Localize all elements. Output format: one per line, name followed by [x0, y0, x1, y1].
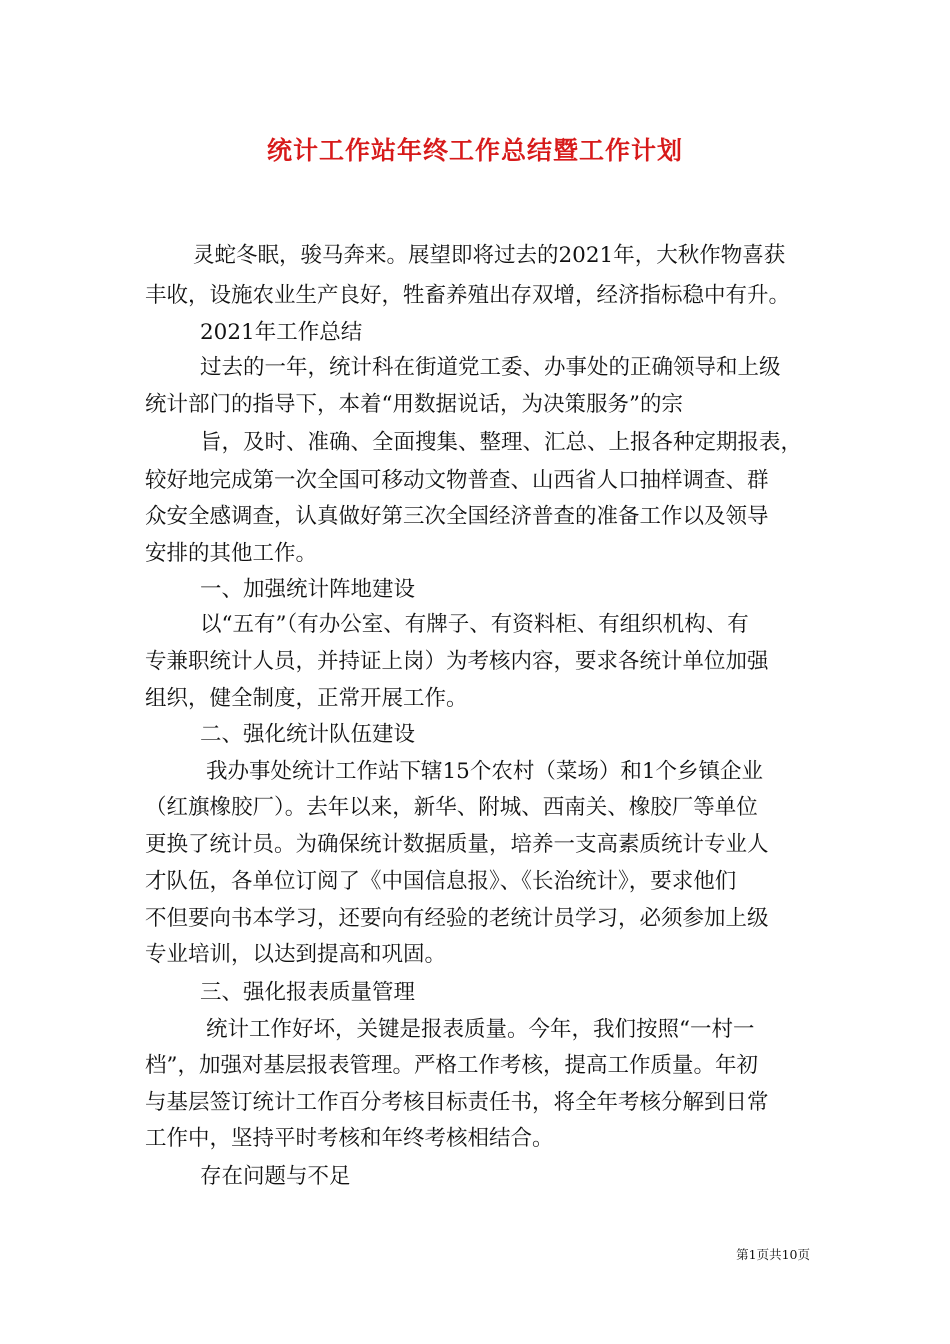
- paragraph-line: 较好地完成第一次全国可移动文物普查、山西省人口抽样调查、群: [145, 468, 769, 493]
- paragraph-line: 丰收，设施农业生产良好，牲畜养殖出存双增，经济指标稳中有升。: [145, 283, 791, 308]
- paragraph-line: 不但要向书本学习，还要向有经验的老统计员学习，必须参加上级: [145, 906, 769, 931]
- paragraph-line: 灵蛇冬眠，骏马奔来。展望即将过去的2021年，大秋作物喜获: [193, 243, 786, 268]
- section-heading: 二、强化统计队伍建设: [200, 722, 416, 747]
- section-heading: 2021年工作总结: [200, 320, 363, 345]
- paragraph-line: （红旗橡胶厂）。去年以来，新华、附城、西南关、橡胶厂等单位: [145, 795, 758, 820]
- paragraph-line: 统计工作好坏，关键是报表质量。今年，我们按照“一村一: [206, 1017, 755, 1042]
- section-heading: 存在问题与不足: [200, 1164, 351, 1189]
- paragraph-line: 以“五有”（有办公室、有牌子、有资料柜、有组织机构、有: [200, 612, 749, 637]
- paragraph-line: 与基层签订统计工作百分考核目标责任书，将全年考核分解到日常: [145, 1090, 769, 1115]
- paragraph-line: 我办事处统计工作站下辖15个农村（菜场）和1个乡镇企业: [206, 759, 764, 784]
- paragraph-line: 专兼职统计人员，并持证上岗）为考核内容，要求各统计单位加强: [145, 649, 769, 674]
- paragraph-line: 统计部门的指导下，本着“用数据说话，为决策服务”的宗: [145, 392, 683, 417]
- section-heading: 一、加强统计阵地建设: [200, 577, 416, 602]
- paragraph-line: 工作中，坚持平时考核和年终考核相结合。: [145, 1126, 554, 1151]
- paragraph-line: 组织，健全制度，正常开展工作。: [145, 686, 468, 711]
- paragraph-line: 更换了统计员。为确保统计数据质量，培养一支高素质统计专业人: [145, 832, 769, 857]
- paragraph-line: 专业培训，以达到提高和巩固。: [145, 942, 447, 967]
- page-number: 第1页共10页: [736, 1247, 810, 1262]
- paragraph-line: 档”，加强对基层报表管理。严格工作考核，提高工作质量。年初: [145, 1053, 758, 1078]
- document-title: 统计工作站年终工作总结暨工作计划: [266, 136, 683, 165]
- section-heading: 三、强化报表质量管理: [200, 980, 416, 1005]
- paragraph-line: 才队伍，各单位订阅了《中国信息报》、《长治统计》，要求他们: [145, 869, 737, 894]
- paragraph-line: 众安全感调查，认真做好第三次全国经济普查的准备工作以及领导: [145, 504, 769, 529]
- paragraph-line: 安排的其他工作。: [145, 541, 318, 566]
- paragraph-line: 过去的一年，统计科在街道党工委、办事处的正确领导和上级: [200, 355, 781, 380]
- paragraph-line: 旨，及时、准确、全面搜集、整理、汇总、上报各种定期报表，: [200, 430, 803, 455]
